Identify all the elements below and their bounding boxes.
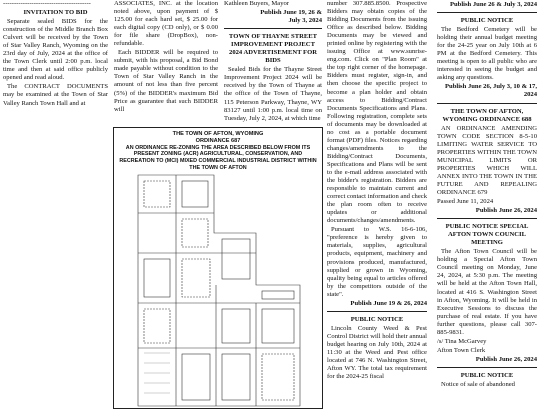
ordinance-687-box — [113, 127, 323, 409]
special-meeting-paragraph: The Afton Town Council will be holding a Special Afton Town Council meeting on Monday, June 24, 2024, at 5:30 p.m. The meeting will be held at the Afton Town Hall, located at 416 S. Washington Street in Afton, Wyoming. It will be held in Executive Sessions to discuss the purchase of real estate. If you have further questions, please call 307-885-9831. — [437, 248, 537, 336]
divider — [437, 103, 537, 104]
public-notice-heading: PUBLIC NOTICE — [350, 315, 404, 323]
invitation-paragraph-2: The CONTRACT DOCUMENTS may be examined at the Town of Star Valley Ranch Town Hall and at — [3, 83, 108, 107]
column-1 — [3, 0, 108, 109]
public-notice-heading: PUBLIC NOTICE — [460, 371, 514, 379]
column-5 — [437, 0, 537, 390]
publish-line: Publish June 26, 2024 — [475, 355, 537, 363]
bid-paragraph-1: Each BIDDER will be required to submit, with his proposal, a Bid Bond made payable without condition to the Town of Star Valley Ranch in the amount of not less than five percent (5%) of the BIDDER's maximum Bid Price as guarantee that such BIDDER will — [114, 49, 218, 113]
divider — [327, 311, 427, 312]
column-3 — [224, 0, 322, 124]
clerk-signature: /s/ Tina McGarvey — [437, 337, 487, 345]
publish-line: Publish June 19, 26 & July 3, 2024 — [260, 9, 322, 25]
divider — [224, 28, 322, 29]
abandoned-sale-paragraph: Notice of sale of abandoned — [441, 380, 515, 388]
weed-pest-paragraph: Lincoln County Weed & Pest Control District will hold their annual budget hearing on July 10th, 2024 at 11:30 at the Weed and Pest office located at 746 N. Washington Street, Afton WY. The total tax requirement for the 2024-25 fiscal — [327, 324, 427, 381]
special-meeting-heading: PUBLIC NOTICE SPECIAL AFTON TOWN COUNCIL MEETING — [445, 223, 529, 247]
ordinance-688-paragraph: AN ORDINANCE AMENDING TOWN CODE SECTION 8-5-10 LIMITING WATER SERVICE TO PROPERTIES WITHIN THE TOWN MUNICIPAL LIMITS OR PROPERTIES WHICH WILL ANNEX INTO THE TOWN IN THE FUTURE AND REPEALING ORDINANCE 679 — [437, 124, 537, 196]
signature-line: Kathleen Buyers, Mayor — [224, 0, 290, 7]
thayne-paragraph: Sealed Bids for the Thayne Street Improvement Project 2024 will be received by the Town of Thayne at the office of the Town of Thayne, 115 Peterson Parkway, Thayne, WY 83127 until 1:00 p.m. local time on Tuesday, July 2, 2024, at which time — [224, 66, 322, 122]
publish-line: Publish June 26, 2024 — [475, 207, 537, 215]
bedford-paragraph: The Bedford Cemetery will be holding their annual budget meeting for the 24-25 year on July 10th at 6 PM at the Bedford Cemetery. This meeting is open to all public who are interested in seeing the budget and asking any questions. — [437, 26, 537, 82]
publish-line: Publish June 26 & July 3, 2024 — [449, 1, 537, 8]
invitation-paragraph-1: Separate sealed BIDS for the construction of the Middle Branch Box Culvert will be received by the Town of Star Valley Ranch, Wyoming on the 23rd day of July, 2024 at the office of the Town Clerk until 2:00 p.m. local time and then at said office publicly opened and read aloud. — [3, 18, 108, 82]
parcel-outline — [138, 175, 300, 406]
publish-line: Publish June 19 & 26, 2024 — [350, 299, 427, 307]
ordinance-688-heading: THE TOWN OF AFTON, WYOMING ORDINANCE 688 — [442, 107, 532, 123]
publish-line: Publish June 26, July 3, 10 & 17, 2024 — [445, 83, 537, 99]
box-ordinance-number: ORDINANCE 687 — [195, 137, 241, 144]
divider — [437, 367, 537, 368]
bid-paragraph-0: ASSOCIATES, INC. at the location noted above, upon payment of $ 125.00 for each hard set, $ 25.00 for each digital copy (CD only), or $ 0.00 for file share (DropBox), non-refundable. — [114, 0, 218, 48]
column-2 — [114, 0, 218, 115]
column-4 — [327, 0, 427, 382]
box-subtitle: AN ORDINANCE RE-ZONING THE AREA DESCRIBED BELOW FROM ITS PRESENT ZONING (ACR) AGRICULTURAL, CONSERVATION, AND RECREATION TO (MCI) MIXED COMMERCIAL INDUSTRIAL DISTRICT WITHIN THE TOWN OF AFTON — [119, 144, 317, 171]
invitation-to-bid-heading: INVITATION TO BID — [23, 9, 88, 16]
thayne-heading: TOWN OF THAYNE STREET IMPROVEMENT PROJECT 2024 ADVERTISEMENT FOR BIDS — [228, 33, 318, 65]
divider — [437, 12, 537, 13]
clerk-title: Afton Town Clerk — [437, 346, 486, 354]
preference-paragraph: Pursuant to W.S. 16-6-106, "preference is hereby given to materials, supplies, agricultural products, equipment, machinery and provisions produced, manufactured, supplied or grown in Wyoming, quality being equal to articles offered by the competitors outside of the state". — [327, 226, 427, 298]
bidding-docs-paragraph: number 307.885.8500. Prospective Bidders may obtain copies of the Bidding Documents from the issuing Office as described below. Bidding Documents may be viewed and printed online by registering with the issuing Office at www.sunrise-eng.com. Click on "Plan Room" at the top right corner of the homepage. Bidders must register, sign-in, and then choose the specific project to become a plan holder and obtain access to Bidding/Contract Documents Specifications and Plans. Following registration, complete sets of documents may be downloaded at no cost as a portable document format (PDF) files. Notices regarding changes/amendments to the Bidding/Contract Documents, Specifications and Plans will be sent to the e-mail address associated with the bidder's registration. Bidders are responsible to maintain current and correct contact information and check the plan room often to receive updates or additional documents/changes/amendments. — [327, 0, 427, 225]
dashed-rule: ---------------------------------------- — [3, 0, 91, 7]
box-title: THE TOWN OF AFTON, WYOMING — [172, 131, 264, 137]
zoning-map — [136, 173, 302, 408]
passed-line: Passed June 11, 2024 — [437, 198, 494, 206]
divider — [437, 218, 537, 219]
public-notice-heading: PUBLIC NOTICE — [460, 17, 514, 25]
